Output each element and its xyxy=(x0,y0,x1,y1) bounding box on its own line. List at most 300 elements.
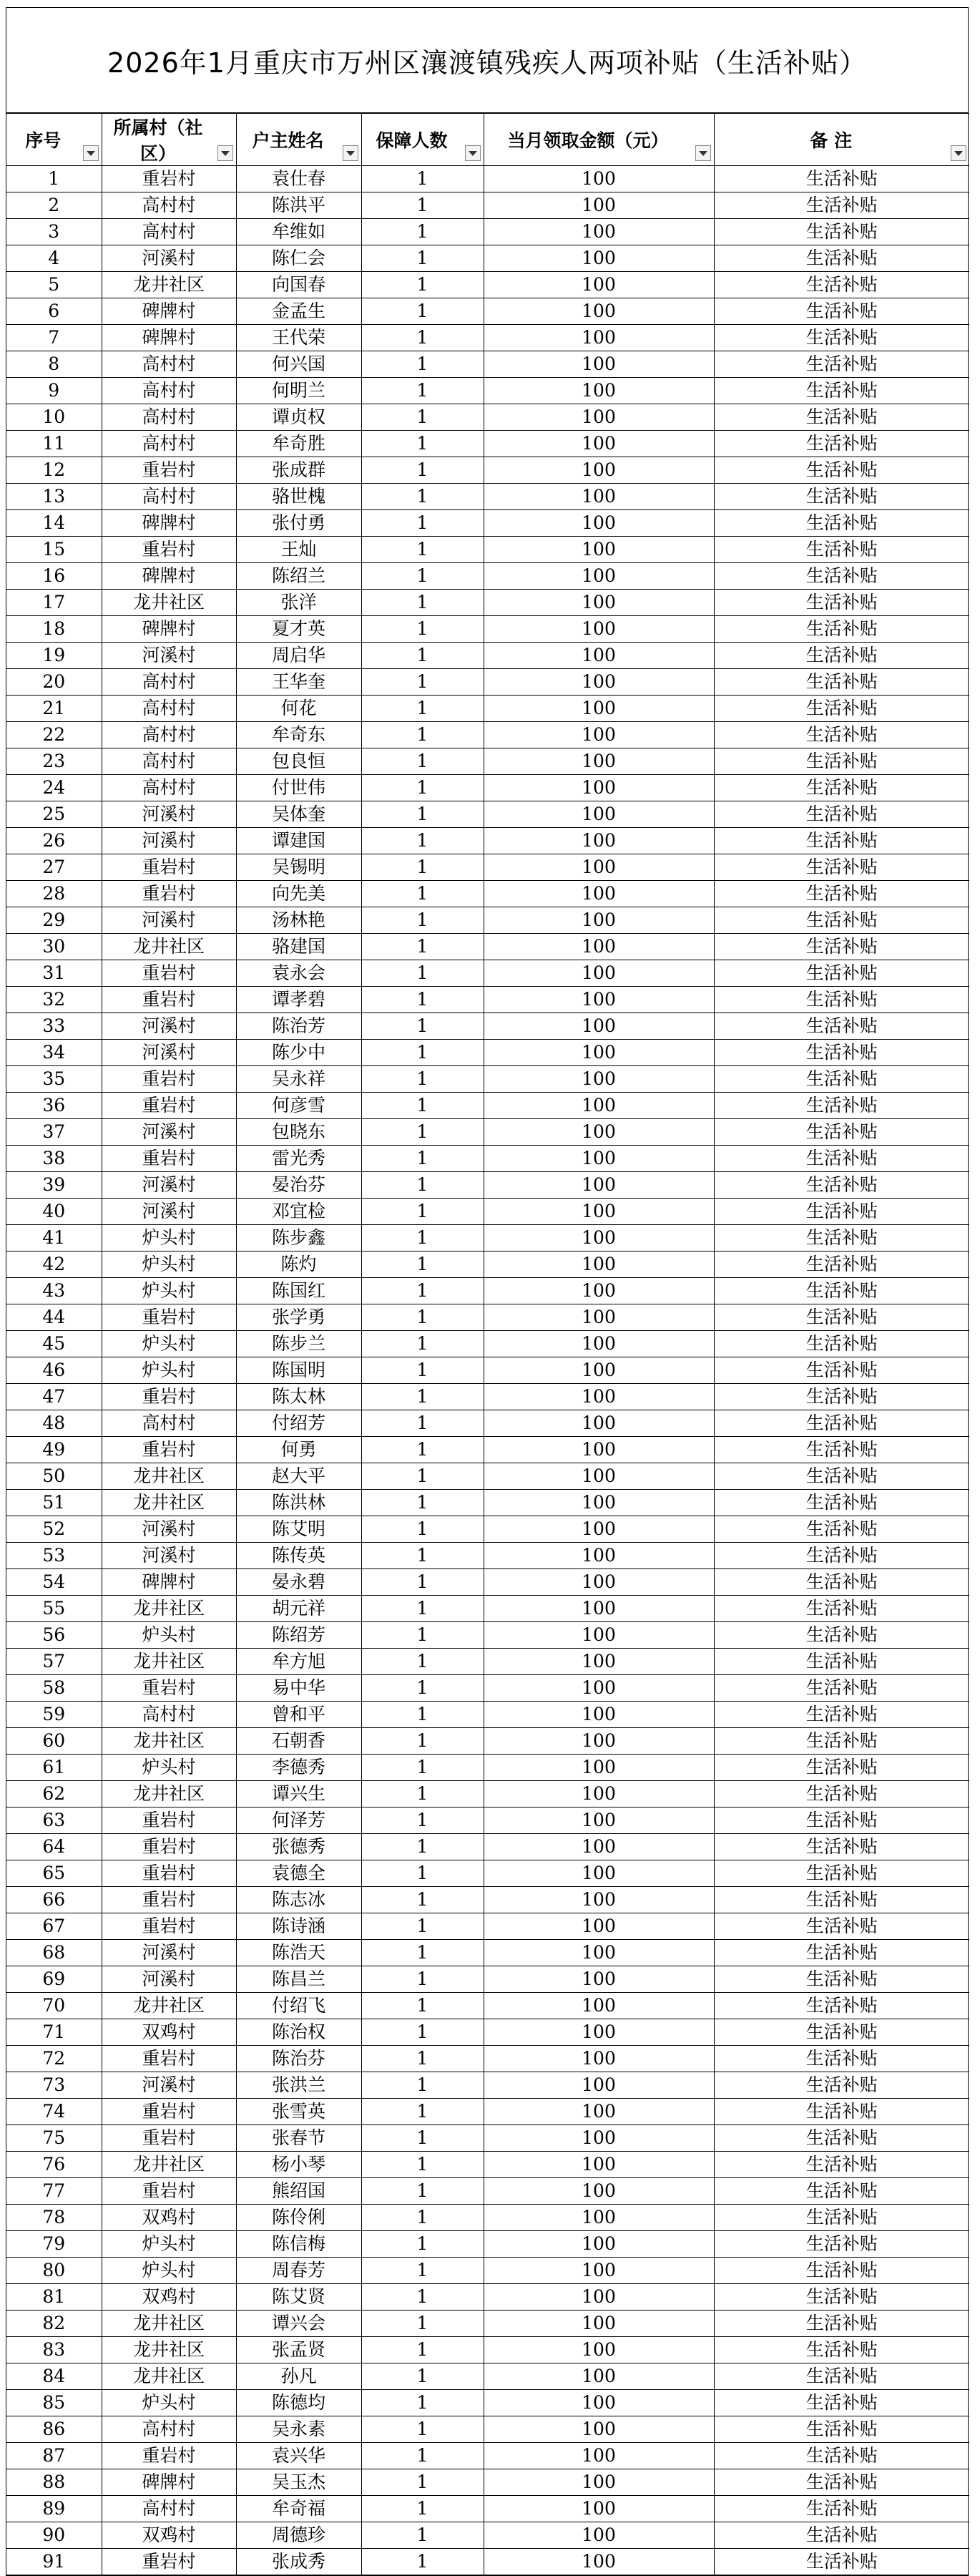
cell-amount[interactable]: 100 xyxy=(484,298,714,325)
cell-remarks[interactable]: 生活补贴 xyxy=(714,1966,969,1993)
cell-serial[interactable]: 89 xyxy=(6,2496,102,2522)
cell-persons[interactable]: 1 xyxy=(361,669,484,696)
cell-householder[interactable]: 陈德均 xyxy=(236,2390,361,2416)
cell-serial[interactable]: 41 xyxy=(6,1225,102,1252)
cell-serial[interactable]: 5 xyxy=(6,272,102,298)
cell-remarks[interactable]: 生活补贴 xyxy=(714,2205,969,2231)
cell-remarks[interactable]: 生活补贴 xyxy=(714,987,969,1013)
cell-remarks[interactable]: 生活补贴 xyxy=(714,2443,969,2469)
cell-remarks[interactable]: 生活补贴 xyxy=(714,325,969,351)
cell-serial[interactable]: 50 xyxy=(6,1463,102,1490)
cell-serial[interactable]: 15 xyxy=(6,537,102,563)
cell-village[interactable]: 龙井社区 xyxy=(102,590,236,616)
cell-serial[interactable]: 3 xyxy=(6,219,102,245)
cell-householder[interactable]: 张付勇 xyxy=(236,510,361,537)
cell-remarks[interactable]: 生活补贴 xyxy=(714,934,969,960)
cell-amount[interactable]: 100 xyxy=(484,828,714,854)
cell-persons[interactable]: 1 xyxy=(361,1596,484,1622)
cell-persons[interactable]: 1 xyxy=(361,298,484,325)
cell-householder[interactable]: 牟奇胜 xyxy=(236,431,361,457)
cell-amount[interactable]: 100 xyxy=(484,1940,714,1966)
cell-amount[interactable]: 100 xyxy=(484,2072,714,2099)
cell-village[interactable]: 龙井社区 xyxy=(102,2152,236,2178)
cell-amount[interactable]: 100 xyxy=(484,907,714,934)
cell-remarks[interactable]: 生活补贴 xyxy=(714,457,969,484)
cell-serial[interactable]: 2 xyxy=(6,192,102,219)
cell-village[interactable]: 龙井社区 xyxy=(102,2311,236,2337)
cell-serial[interactable]: 80 xyxy=(6,2258,102,2284)
cell-persons[interactable]: 1 xyxy=(361,2178,484,2205)
cell-amount[interactable]: 100 xyxy=(484,1675,714,1702)
cell-serial[interactable]: 67 xyxy=(6,1913,102,1940)
cell-amount[interactable]: 100 xyxy=(484,2258,714,2284)
cell-remarks[interactable]: 生活补贴 xyxy=(714,1781,969,1807)
cell-remarks[interactable]: 生活补贴 xyxy=(714,1516,969,1543)
cell-persons[interactable]: 1 xyxy=(361,2390,484,2416)
cell-remarks[interactable]: 生活补贴 xyxy=(714,431,969,457)
cell-householder[interactable]: 何泽芳 xyxy=(236,1807,361,1834)
cell-village[interactable]: 河溪村 xyxy=(102,1040,236,1066)
cell-serial[interactable]: 33 xyxy=(6,1013,102,1040)
cell-village[interactable]: 重岩村 xyxy=(102,960,236,987)
cell-village[interactable]: 龙井社区 xyxy=(102,1596,236,1622)
cell-householder[interactable]: 周德珍 xyxy=(236,2522,361,2549)
cell-persons[interactable]: 1 xyxy=(361,2072,484,2099)
cell-remarks[interactable]: 生活补贴 xyxy=(714,1331,969,1357)
cell-remarks[interactable]: 生活补贴 xyxy=(714,1649,969,1675)
cell-amount[interactable]: 100 xyxy=(484,245,714,272)
cell-persons[interactable]: 1 xyxy=(361,2231,484,2258)
cell-serial[interactable]: 44 xyxy=(6,1304,102,1331)
cell-village[interactable]: 炉头村 xyxy=(102,1357,236,1384)
cell-serial[interactable]: 56 xyxy=(6,1622,102,1649)
cell-amount[interactable]: 100 xyxy=(484,1966,714,1993)
cell-serial[interactable]: 40 xyxy=(6,1199,102,1225)
cell-remarks[interactable]: 生活补贴 xyxy=(714,1304,969,1331)
cell-village[interactable]: 河溪村 xyxy=(102,1543,236,1569)
cell-remarks[interactable]: 生活补贴 xyxy=(714,1675,969,1702)
cell-serial[interactable]: 20 xyxy=(6,669,102,696)
cell-remarks[interactable]: 生活补贴 xyxy=(714,298,969,325)
cell-persons[interactable]: 1 xyxy=(361,1860,484,1887)
cell-serial[interactable]: 17 xyxy=(6,590,102,616)
cell-serial[interactable]: 6 xyxy=(6,298,102,325)
cell-serial[interactable]: 38 xyxy=(6,1146,102,1172)
cell-remarks[interactable]: 生活补贴 xyxy=(714,1199,969,1225)
cell-village[interactable]: 炉头村 xyxy=(102,1755,236,1781)
cell-persons[interactable]: 1 xyxy=(361,563,484,590)
cell-persons[interactable]: 1 xyxy=(361,881,484,907)
cell-householder[interactable]: 赵大平 xyxy=(236,1463,361,1490)
cell-householder[interactable]: 牟维如 xyxy=(236,219,361,245)
cell-amount[interactable]: 100 xyxy=(484,1172,714,1199)
cell-persons[interactable]: 1 xyxy=(361,1013,484,1040)
cell-village[interactable]: 重岩村 xyxy=(102,1437,236,1463)
cell-persons[interactable]: 1 xyxy=(361,1913,484,1940)
cell-persons[interactable]: 1 xyxy=(361,801,484,828)
filter-dropdown-icon[interactable] xyxy=(217,145,233,161)
cell-amount[interactable]: 100 xyxy=(484,1516,714,1543)
cell-amount[interactable]: 100 xyxy=(484,1728,714,1755)
cell-serial[interactable]: 37 xyxy=(6,1119,102,1146)
cell-persons[interactable]: 1 xyxy=(361,987,484,1013)
cell-serial[interactable]: 23 xyxy=(6,748,102,775)
cell-persons[interactable]: 1 xyxy=(361,351,484,378)
cell-persons[interactable]: 1 xyxy=(361,1649,484,1675)
cell-remarks[interactable]: 生活补贴 xyxy=(714,272,969,298)
cell-serial[interactable]: 53 xyxy=(6,1543,102,1569)
cell-householder[interactable]: 王灿 xyxy=(236,537,361,563)
cell-persons[interactable]: 1 xyxy=(361,1702,484,1728)
cell-amount[interactable]: 100 xyxy=(484,1463,714,1490)
cell-village[interactable]: 重岩村 xyxy=(102,2125,236,2152)
cell-serial[interactable]: 73 xyxy=(6,2072,102,2099)
cell-householder[interactable]: 周启华 xyxy=(236,643,361,669)
cell-amount[interactable]: 100 xyxy=(484,378,714,404)
cell-serial[interactable]: 16 xyxy=(6,563,102,590)
cell-amount[interactable]: 100 xyxy=(484,2311,714,2337)
cell-amount[interactable]: 100 xyxy=(484,2099,714,2125)
cell-village[interactable]: 龙井社区 xyxy=(102,1728,236,1755)
cell-amount[interactable]: 100 xyxy=(484,2125,714,2152)
cell-householder[interactable]: 袁兴华 xyxy=(236,2443,361,2469)
cell-householder[interactable]: 骆建国 xyxy=(236,934,361,960)
cell-amount[interactable]: 100 xyxy=(484,616,714,643)
cell-householder[interactable]: 牟奇福 xyxy=(236,2496,361,2522)
cell-village[interactable]: 碑牌村 xyxy=(102,616,236,643)
cell-householder[interactable]: 陈志冰 xyxy=(236,1887,361,1913)
cell-village[interactable]: 龙井社区 xyxy=(102,1490,236,1516)
cell-remarks[interactable]: 生活补贴 xyxy=(714,2046,969,2072)
cell-remarks[interactable]: 生活补贴 xyxy=(714,1225,969,1252)
filter-dropdown-icon[interactable] xyxy=(83,145,99,161)
cell-persons[interactable]: 1 xyxy=(361,643,484,669)
cell-persons[interactable]: 1 xyxy=(361,2205,484,2231)
cell-serial[interactable]: 49 xyxy=(6,1437,102,1463)
cell-village[interactable]: 重岩村 xyxy=(102,1860,236,1887)
cell-remarks[interactable]: 生活补贴 xyxy=(714,1622,969,1649)
cell-serial[interactable]: 7 xyxy=(6,325,102,351)
cell-persons[interactable]: 1 xyxy=(361,775,484,801)
cell-amount[interactable]: 100 xyxy=(484,537,714,563)
cell-householder[interactable]: 张成秀 xyxy=(236,2549,361,2575)
cell-remarks[interactable]: 生活补贴 xyxy=(714,1066,969,1093)
cell-serial[interactable]: 77 xyxy=(6,2178,102,2205)
cell-persons[interactable]: 1 xyxy=(361,2469,484,2496)
cell-householder[interactable]: 向国春 xyxy=(236,272,361,298)
cell-village[interactable]: 河溪村 xyxy=(102,643,236,669)
cell-village[interactable]: 高村村 xyxy=(102,775,236,801)
cell-persons[interactable]: 1 xyxy=(361,272,484,298)
cell-amount[interactable]: 100 xyxy=(484,1013,714,1040)
cell-serial[interactable]: 71 xyxy=(6,2019,102,2046)
cell-remarks[interactable]: 生活补贴 xyxy=(714,1013,969,1040)
cell-amount[interactable]: 100 xyxy=(484,219,714,245)
cell-remarks[interactable]: 生活补贴 xyxy=(714,1728,969,1755)
cell-persons[interactable]: 1 xyxy=(361,1410,484,1437)
cell-householder[interactable]: 陈伶俐 xyxy=(236,2205,361,2231)
cell-amount[interactable]: 100 xyxy=(484,1093,714,1119)
cell-householder[interactable]: 牟方旭 xyxy=(236,1649,361,1675)
cell-householder[interactable]: 谭贞权 xyxy=(236,404,361,431)
cell-village[interactable]: 双鸡村 xyxy=(102,2205,236,2231)
cell-village[interactable]: 重岩村 xyxy=(102,854,236,881)
cell-serial[interactable]: 74 xyxy=(6,2099,102,2125)
cell-village[interactable]: 高村村 xyxy=(102,2496,236,2522)
cell-householder[interactable]: 金孟生 xyxy=(236,298,361,325)
cell-householder[interactable]: 陈绍芳 xyxy=(236,1622,361,1649)
cell-remarks[interactable]: 生活补贴 xyxy=(714,1913,969,1940)
cell-amount[interactable]: 100 xyxy=(484,484,714,510)
cell-householder[interactable]: 陈治芳 xyxy=(236,1013,361,1040)
cell-householder[interactable]: 雷光秀 xyxy=(236,1146,361,1172)
cell-village[interactable]: 重岩村 xyxy=(102,1304,236,1331)
cell-persons[interactable]: 1 xyxy=(361,484,484,510)
cell-village[interactable]: 碑牌村 xyxy=(102,298,236,325)
cell-amount[interactable]: 100 xyxy=(484,2019,714,2046)
cell-amount[interactable]: 100 xyxy=(484,696,714,722)
cell-amount[interactable]: 100 xyxy=(484,1702,714,1728)
cell-persons[interactable]: 1 xyxy=(361,1807,484,1834)
cell-village[interactable]: 高村村 xyxy=(102,404,236,431)
cell-householder[interactable]: 牟奇东 xyxy=(236,722,361,748)
cell-serial[interactable]: 78 xyxy=(6,2205,102,2231)
cell-serial[interactable]: 11 xyxy=(6,431,102,457)
cell-persons[interactable]: 1 xyxy=(361,1252,484,1278)
cell-persons[interactable]: 1 xyxy=(361,2496,484,2522)
cell-persons[interactable]: 1 xyxy=(361,1119,484,1146)
cell-persons[interactable]: 1 xyxy=(361,1331,484,1357)
cell-householder[interactable]: 邓宜检 xyxy=(236,1199,361,1225)
cell-serial[interactable]: 39 xyxy=(6,1172,102,1199)
cell-village[interactable]: 高村村 xyxy=(102,192,236,219)
cell-village[interactable]: 重岩村 xyxy=(102,987,236,1013)
cell-serial[interactable]: 90 xyxy=(6,2522,102,2549)
cell-amount[interactable]: 100 xyxy=(484,1357,714,1384)
cell-amount[interactable]: 100 xyxy=(484,1622,714,1649)
cell-householder[interactable]: 向先美 xyxy=(236,881,361,907)
cell-persons[interactable]: 1 xyxy=(361,1384,484,1410)
cell-village[interactable]: 双鸡村 xyxy=(102,2019,236,2046)
cell-amount[interactable]: 100 xyxy=(484,2337,714,2363)
cell-persons[interactable]: 1 xyxy=(361,960,484,987)
cell-amount[interactable]: 100 xyxy=(484,563,714,590)
cell-village[interactable]: 河溪村 xyxy=(102,1940,236,1966)
cell-householder[interactable]: 陈传英 xyxy=(236,1543,361,1569)
cell-amount[interactable]: 100 xyxy=(484,590,714,616)
cell-householder[interactable]: 付世伟 xyxy=(236,775,361,801)
cell-village[interactable]: 重岩村 xyxy=(102,1913,236,1940)
cell-persons[interactable]: 1 xyxy=(361,854,484,881)
cell-persons[interactable]: 1 xyxy=(361,722,484,748)
cell-serial[interactable]: 12 xyxy=(6,457,102,484)
cell-village[interactable]: 高村村 xyxy=(102,2416,236,2443)
cell-householder[interactable]: 付绍芳 xyxy=(236,1410,361,1437)
cell-amount[interactable]: 100 xyxy=(484,1304,714,1331)
cell-householder[interactable]: 曾和平 xyxy=(236,1702,361,1728)
cell-remarks[interactable]: 生活补贴 xyxy=(714,2231,969,2258)
cell-remarks[interactable]: 生活补贴 xyxy=(714,1702,969,1728)
cell-amount[interactable]: 100 xyxy=(484,2416,714,2443)
cell-village[interactable]: 炉头村 xyxy=(102,2258,236,2284)
cell-serial[interactable]: 21 xyxy=(6,696,102,722)
cell-householder[interactable]: 易中华 xyxy=(236,1675,361,1702)
cell-householder[interactable]: 晏治芬 xyxy=(236,1172,361,1199)
cell-householder[interactable]: 包晓东 xyxy=(236,1119,361,1146)
cell-persons[interactable]: 1 xyxy=(361,696,484,722)
cell-householder[interactable]: 陈昌兰 xyxy=(236,1966,361,1993)
cell-persons[interactable]: 1 xyxy=(361,2363,484,2390)
cell-amount[interactable]: 100 xyxy=(484,325,714,351)
cell-amount[interactable]: 100 xyxy=(484,404,714,431)
cell-persons[interactable]: 1 xyxy=(361,2099,484,2125)
cell-village[interactable]: 炉头村 xyxy=(102,1252,236,1278)
cell-amount[interactable]: 100 xyxy=(484,2231,714,2258)
cell-householder[interactable]: 陈少中 xyxy=(236,1040,361,1066)
cell-persons[interactable]: 1 xyxy=(361,1516,484,1543)
cell-village[interactable]: 重岩村 xyxy=(102,537,236,563)
cell-village[interactable]: 高村村 xyxy=(102,219,236,245)
cell-householder[interactable]: 张孟贤 xyxy=(236,2337,361,2363)
cell-remarks[interactable]: 生活补贴 xyxy=(714,1596,969,1622)
cell-remarks[interactable]: 生活补贴 xyxy=(714,1384,969,1410)
cell-householder[interactable]: 陈绍兰 xyxy=(236,563,361,590)
cell-householder[interactable]: 吴锡明 xyxy=(236,854,361,881)
cell-remarks[interactable]: 生活补贴 xyxy=(714,590,969,616)
cell-persons[interactable]: 1 xyxy=(361,431,484,457)
cell-serial[interactable]: 35 xyxy=(6,1066,102,1093)
cell-persons[interactable]: 1 xyxy=(361,166,484,192)
cell-village[interactable]: 重岩村 xyxy=(102,1384,236,1410)
cell-persons[interactable]: 1 xyxy=(361,325,484,351)
cell-householder[interactable]: 何彦雪 xyxy=(236,1093,361,1119)
cell-amount[interactable]: 100 xyxy=(484,934,714,960)
cell-village[interactable]: 龙井社区 xyxy=(102,272,236,298)
cell-persons[interactable]: 1 xyxy=(361,1225,484,1252)
cell-amount[interactable]: 100 xyxy=(484,1119,714,1146)
cell-village[interactable]: 高村村 xyxy=(102,351,236,378)
cell-householder[interactable]: 陈艾贤 xyxy=(236,2284,361,2311)
cell-serial[interactable]: 88 xyxy=(6,2469,102,2496)
cell-amount[interactable]: 100 xyxy=(484,801,714,828)
cell-remarks[interactable]: 生活补贴 xyxy=(714,219,969,245)
cell-persons[interactable]: 1 xyxy=(361,2046,484,2072)
cell-persons[interactable]: 1 xyxy=(361,2311,484,2337)
cell-persons[interactable]: 1 xyxy=(361,1093,484,1119)
cell-village[interactable]: 重岩村 xyxy=(102,1887,236,1913)
cell-village[interactable]: 河溪村 xyxy=(102,1013,236,1040)
cell-remarks[interactable]: 生活补贴 xyxy=(714,2416,969,2443)
cell-householder[interactable]: 付绍飞 xyxy=(236,1993,361,2019)
cell-householder[interactable]: 张德秀 xyxy=(236,1834,361,1860)
cell-persons[interactable]: 1 xyxy=(361,828,484,854)
cell-village[interactable]: 双鸡村 xyxy=(102,2522,236,2549)
filter-dropdown-icon[interactable] xyxy=(951,145,966,161)
cell-serial[interactable]: 29 xyxy=(6,907,102,934)
cell-householder[interactable]: 王华奎 xyxy=(236,669,361,696)
cell-village[interactable]: 高村村 xyxy=(102,748,236,775)
cell-serial[interactable]: 55 xyxy=(6,1596,102,1622)
cell-persons[interactable]: 1 xyxy=(361,1146,484,1172)
cell-serial[interactable]: 47 xyxy=(6,1384,102,1410)
cell-amount[interactable]: 100 xyxy=(484,2496,714,2522)
cell-village[interactable]: 炉头村 xyxy=(102,2231,236,2258)
cell-persons[interactable]: 1 xyxy=(361,1781,484,1807)
cell-persons[interactable]: 1 xyxy=(361,2284,484,2311)
cell-village[interactable]: 河溪村 xyxy=(102,1172,236,1199)
cell-persons[interactable]: 1 xyxy=(361,1040,484,1066)
cell-amount[interactable]: 100 xyxy=(484,2178,714,2205)
cell-serial[interactable]: 4 xyxy=(6,245,102,272)
cell-persons[interactable]: 1 xyxy=(361,2522,484,2549)
cell-remarks[interactable]: 生活补贴 xyxy=(714,2152,969,2178)
cell-householder[interactable]: 吴体奎 xyxy=(236,801,361,828)
cell-householder[interactable]: 陈灼 xyxy=(236,1252,361,1278)
cell-persons[interactable]: 1 xyxy=(361,2337,484,2363)
cell-village[interactable]: 炉头村 xyxy=(102,2390,236,2416)
cell-serial[interactable]: 61 xyxy=(6,1755,102,1781)
cell-amount[interactable]: 100 xyxy=(484,722,714,748)
cell-serial[interactable]: 57 xyxy=(6,1649,102,1675)
cell-serial[interactable]: 8 xyxy=(6,351,102,378)
cell-amount[interactable]: 100 xyxy=(484,1146,714,1172)
cell-persons[interactable]: 1 xyxy=(361,404,484,431)
cell-remarks[interactable]: 生活补贴 xyxy=(714,2363,969,2390)
cell-householder[interactable]: 张雪英 xyxy=(236,2099,361,2125)
cell-remarks[interactable]: 生活补贴 xyxy=(714,192,969,219)
cell-serial[interactable]: 13 xyxy=(6,484,102,510)
cell-amount[interactable]: 100 xyxy=(484,2046,714,2072)
cell-householder[interactable]: 何勇 xyxy=(236,1437,361,1463)
cell-householder[interactable]: 陈太林 xyxy=(236,1384,361,1410)
cell-serial[interactable]: 87 xyxy=(6,2443,102,2469)
cell-amount[interactable]: 100 xyxy=(484,987,714,1013)
cell-remarks[interactable]: 生活补贴 xyxy=(714,828,969,854)
cell-amount[interactable]: 100 xyxy=(484,1278,714,1304)
cell-remarks[interactable]: 生活补贴 xyxy=(714,537,969,563)
cell-serial[interactable]: 25 xyxy=(6,801,102,828)
cell-householder[interactable]: 谭兴会 xyxy=(236,2311,361,2337)
cell-amount[interactable]: 100 xyxy=(484,431,714,457)
cell-householder[interactable]: 袁永会 xyxy=(236,960,361,987)
cell-remarks[interactable]: 生活补贴 xyxy=(714,1172,969,1199)
cell-serial[interactable]: 59 xyxy=(6,1702,102,1728)
cell-householder[interactable]: 陈艾明 xyxy=(236,1516,361,1543)
cell-remarks[interactable]: 生活补贴 xyxy=(714,1490,969,1516)
cell-householder[interactable]: 石朝香 xyxy=(236,1728,361,1755)
cell-remarks[interactable]: 生活补贴 xyxy=(714,1463,969,1490)
cell-householder[interactable]: 陈洪林 xyxy=(236,1490,361,1516)
cell-serial[interactable]: 10 xyxy=(6,404,102,431)
cell-persons[interactable]: 1 xyxy=(361,2549,484,2575)
cell-village[interactable]: 炉头村 xyxy=(102,1278,236,1304)
cell-householder[interactable]: 陈信梅 xyxy=(236,2231,361,2258)
cell-persons[interactable]: 1 xyxy=(361,1966,484,1993)
cell-persons[interactable]: 1 xyxy=(361,1940,484,1966)
cell-amount[interactable]: 100 xyxy=(484,1596,714,1622)
cell-amount[interactable]: 100 xyxy=(484,1807,714,1834)
cell-householder[interactable]: 张学勇 xyxy=(236,1304,361,1331)
cell-village[interactable]: 河溪村 xyxy=(102,1199,236,1225)
cell-village[interactable]: 重岩村 xyxy=(102,457,236,484)
cell-persons[interactable]: 1 xyxy=(361,2258,484,2284)
cell-amount[interactable]: 100 xyxy=(484,643,714,669)
cell-persons[interactable]: 1 xyxy=(361,1569,484,1596)
cell-village[interactable]: 高村村 xyxy=(102,378,236,404)
cell-village[interactable]: 高村村 xyxy=(102,431,236,457)
cell-remarks[interactable]: 生活补贴 xyxy=(714,1040,969,1066)
cell-remarks[interactable]: 生活补贴 xyxy=(714,1569,969,1596)
